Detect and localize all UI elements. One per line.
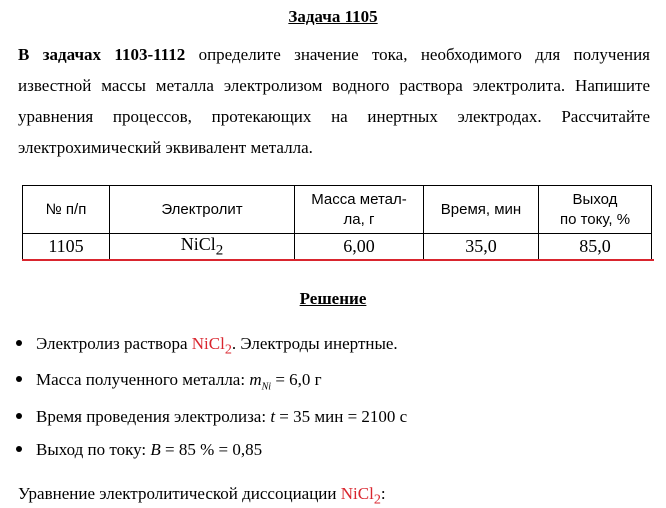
header-mass <box>295 186 424 234</box>
header-yield-line2: по току, % <box>559 210 631 228</box>
variable-t: t <box>270 407 276 426</box>
bullet-dot-icon <box>16 413 22 419</box>
bullet-dot-icon <box>16 446 22 452</box>
list-item <box>16 368 322 392</box>
formula-main: NiCl <box>340 484 374 503</box>
formula-sub: 2 <box>373 491 381 508</box>
variable-b: B <box>150 440 161 459</box>
bullet-text: = 85 % = 0,85 <box>160 440 263 459</box>
bullet-text: . Электроды инертные. <box>231 334 398 353</box>
bullet-text: Выход по току: <box>36 440 151 459</box>
bullet-dot-icon <box>16 376 22 382</box>
header-yield-line1: Выход <box>572 190 618 208</box>
bullet-dot-icon <box>16 340 22 346</box>
list-item <box>16 332 398 356</box>
header-mass-line2: ла, г <box>343 210 375 228</box>
dissociation-line <box>18 484 386 508</box>
red-underline <box>22 259 654 261</box>
list-item <box>16 438 262 462</box>
variable-sub: Ni <box>261 381 272 393</box>
formula-main: NiCl <box>191 334 225 353</box>
bullet-text: = 35 мин = 2100 с <box>275 407 408 426</box>
bullet-text: Масса полученного металла: <box>36 370 250 389</box>
bullet-text: = 6,0 г <box>271 370 322 389</box>
problem-statement <box>18 39 650 163</box>
formula-sub: 2 <box>224 341 232 358</box>
header-electrolyte: Электролит <box>110 186 295 234</box>
cell-yield: 85,0 <box>539 234 652 261</box>
dissociation-text: Уравнение электролитической диссоциации <box>18 484 341 503</box>
formula-nicl2 <box>340 484 381 508</box>
cell-electrolyte <box>110 234 295 261</box>
header-number: № п/п <box>23 186 110 234</box>
bullet-text: Время проведения электролиза: <box>36 407 271 426</box>
cell-mass: 6,00 <box>295 234 424 261</box>
table-header-row <box>23 186 652 234</box>
variable-m: m <box>249 370 262 389</box>
data-table <box>22 185 652 261</box>
problem-title: Задача 1105 <box>288 7 378 26</box>
solution-title: Решение <box>299 289 367 308</box>
list-item <box>16 405 407 429</box>
formula-nicl2 <box>191 334 232 358</box>
header-yield <box>539 186 652 234</box>
problem-lead: В задачах 1103-1112 <box>18 45 186 64</box>
bullet-text: Электролиз раствора <box>36 334 192 353</box>
dissociation-colon: : <box>380 484 386 503</box>
header-time: Время, мин <box>424 186 539 234</box>
table-row <box>23 234 652 261</box>
problem-text: определите значение тока, необходимого для получения известной массы металла электролизом водного раствора электролита. Напишите уравнения процессов, протекающих на инертных электродах. Рассчитайте электрохимический эквивалент металла. <box>18 45 650 157</box>
cell-electrolyte-sub: 2 <box>215 242 224 259</box>
cell-electrolyte-main: NiCl <box>180 234 216 254</box>
cell-number: 1105 <box>23 234 110 261</box>
header-mass-line1: Масса метал- <box>311 190 407 208</box>
cell-time: 35,0 <box>424 234 539 261</box>
data-table-wrapper <box>22 185 652 261</box>
